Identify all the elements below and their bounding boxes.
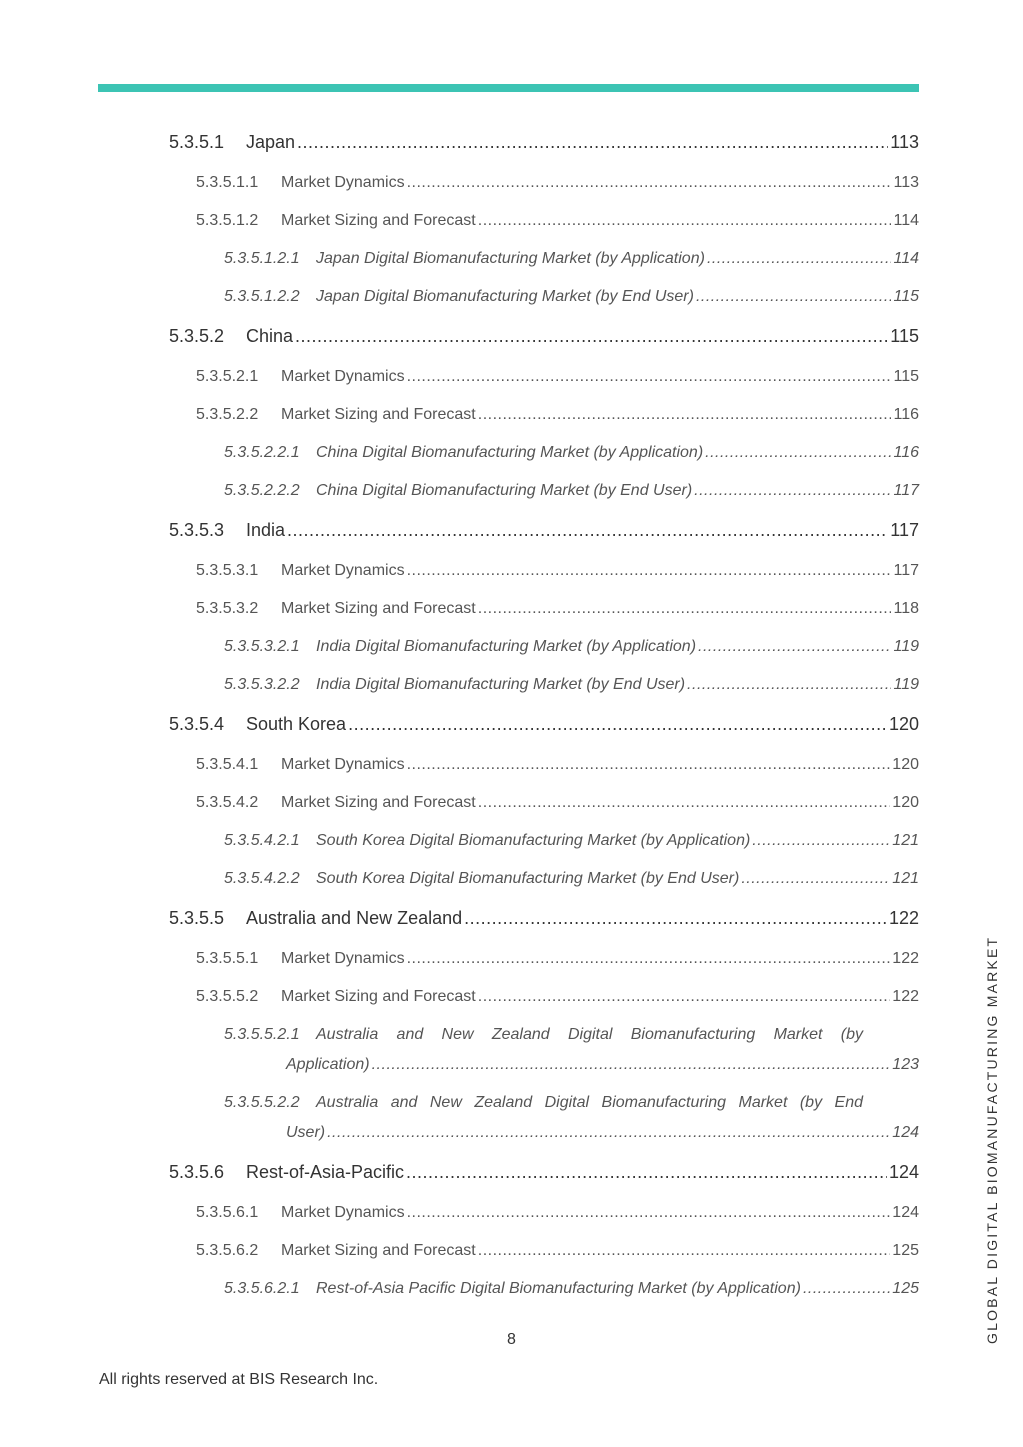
toc-title: Rest-of-Asia-Pacific (246, 1162, 405, 1182)
toc-title: Rest-of-Asia Pacific Digital Biomanufacturing Market (by Application) (316, 1280, 801, 1297)
toc-entry-china[interactable] (169, 326, 919, 347)
toc-entry[interactable] (224, 638, 919, 656)
toc-leader-dots (478, 600, 892, 618)
toc-entry[interactable] (224, 288, 919, 306)
toc-number: 5.3.5.6 (169, 1162, 225, 1182)
toc-number: 5.3.5.4.2.1 (224, 832, 300, 849)
toc-page: 121 (892, 870, 919, 887)
toc-title: User) (286, 1124, 326, 1141)
toc-page: 125 (892, 1280, 919, 1297)
toc-page: 122 (892, 950, 919, 967)
toc-number: 5.3.5.3.1 (196, 562, 259, 579)
toc-number: 5.3.5.1 (169, 132, 225, 152)
toc-entry[interactable] (224, 832, 919, 850)
toc-page: 117 (893, 482, 919, 499)
toc-number: 5.3.5.1.1 (196, 174, 259, 191)
toc-page: 124 (888, 1162, 919, 1182)
toc-page: 116 (893, 406, 919, 423)
toc-page: 119 (893, 676, 919, 693)
toc-page: 115 (890, 326, 919, 346)
toc-number: 5.3.5.5.2 (196, 988, 259, 1005)
toc-number: 5.3.5.5.2.2 (224, 1094, 300, 1111)
toc-entry[interactable] (196, 174, 919, 192)
toc-title: China Digital Biomanufacturing Market (by Application) (316, 444, 704, 461)
toc-leader-dots (327, 1124, 890, 1142)
toc-leader-dots (696, 288, 892, 306)
toc-page: 116 (893, 444, 919, 461)
toc-number: 5.3.5.1.2.1 (224, 250, 300, 267)
toc-title: Application) (286, 1056, 370, 1073)
toc-entry-wrapped-line1[interactable] (224, 1026, 863, 1044)
toc-page: 121 (892, 832, 919, 849)
toc-entry-south-korea[interactable] (169, 714, 919, 735)
toc-leader-dots (407, 174, 892, 192)
toc-title: Market Sizing and Forecast (281, 406, 476, 423)
toc-title: Market Dynamics (281, 1204, 405, 1221)
toc-leader-dots (407, 1204, 891, 1222)
toc-number: 5.3.5.3.2 (196, 600, 259, 617)
toc-number: 5.3.5.6.2 (196, 1242, 259, 1259)
toc-title: Market Dynamics (281, 756, 405, 773)
toc-leader-dots (287, 520, 888, 541)
toc-page: 120 (892, 756, 919, 773)
toc-title: India (246, 520, 286, 540)
toc-leader-dots (478, 794, 891, 812)
toc-title: Market Dynamics (281, 562, 405, 579)
toc-leader-dots (297, 132, 888, 153)
toc-title: India Digital Biomanufacturing Market (by End User) (316, 676, 686, 693)
toc-number: 5.3.5.3.2.2 (224, 676, 300, 693)
toc-number: 5.3.5.4.2.2 (224, 870, 300, 887)
toc-title: South Korea (246, 714, 347, 734)
toc-page: 117 (890, 520, 919, 540)
toc-leader-dots (687, 676, 891, 694)
toc-leader-dots (752, 832, 890, 850)
toc-entry[interactable] (196, 756, 919, 774)
toc-leader-dots (803, 1280, 890, 1298)
toc-number: 5.3.5.3.2.1 (224, 638, 300, 655)
toc-entry[interactable] (224, 444, 919, 462)
toc-title: Market Sizing and Forecast (281, 600, 476, 617)
toc-leader-dots (407, 368, 892, 386)
toc-leader-dots (372, 1056, 891, 1074)
toc-entry-rest-of-apac[interactable] (169, 1162, 919, 1183)
toc-number: 5.3.5.1.2.2 (224, 288, 300, 305)
toc-leader-dots (707, 250, 892, 268)
toc-leader-dots (698, 638, 891, 656)
toc-entry[interactable] (196, 950, 919, 968)
toc-title: Japan Digital Biomanufacturing Market (by End User) (316, 288, 694, 305)
toc-page: 114 (893, 250, 919, 267)
toc-leader-dots (407, 562, 892, 580)
toc-entry[interactable] (224, 870, 919, 888)
toc-page: 118 (893, 600, 919, 617)
toc-number: 5.3.5.4.2 (196, 794, 259, 811)
toc-entry[interactable] (224, 1280, 919, 1298)
footer-copyright: All rights reserved at BIS Research Inc. (99, 1371, 379, 1388)
toc-entry[interactable] (196, 988, 919, 1006)
toc-number: 5.3.5.3 (169, 520, 225, 540)
toc-number: 5.3.5.5.2.1 (224, 1026, 300, 1043)
toc-leader-dots (478, 212, 892, 230)
toc-page: 115 (893, 368, 919, 385)
toc-entry-japan[interactable] (169, 132, 919, 153)
toc-title: South Korea Digital Biomanufacturing Market (by Application) (316, 832, 751, 849)
toc-leader-dots (478, 1242, 891, 1260)
toc-entry[interactable] (196, 406, 919, 424)
toc-number: 5.3.5.2.2 (196, 406, 259, 423)
toc-leader-dots (406, 1162, 887, 1183)
toc-number: 5.3.5.2.2.1 (224, 444, 300, 461)
toc-page: 120 (888, 714, 919, 734)
toc-entry[interactable] (224, 250, 919, 268)
toc-title: Market Sizing and Forecast (281, 212, 476, 229)
toc-number: 5.3.5.5 (169, 908, 225, 928)
toc-number: 5.3.5.2 (169, 326, 225, 346)
toc-leader-dots (705, 444, 891, 462)
toc-page: 117 (893, 562, 919, 579)
toc-title: Market Sizing and Forecast (281, 794, 476, 811)
header-accent-bar (98, 84, 919, 92)
toc-entry[interactable] (196, 212, 919, 230)
toc-entry[interactable] (196, 368, 919, 386)
toc-entry[interactable] (224, 676, 919, 694)
toc-entry[interactable] (196, 794, 919, 812)
toc-leader-dots (694, 482, 891, 500)
toc-page: 122 (888, 908, 919, 928)
toc-leader-dots (295, 326, 888, 347)
toc-page: 125 (892, 1242, 919, 1259)
toc-leader-dots (478, 988, 891, 1006)
toc-title: Japan Digital Biomanufacturing Market (by Application) (316, 250, 705, 267)
toc-leader-dots (407, 756, 891, 774)
toc-number: 5.3.5.2.1 (196, 368, 259, 385)
toc-title: Australia and New Zealand Digital Biomanufacturing Market (by (316, 1026, 863, 1043)
toc-entry[interactable] (196, 600, 919, 618)
toc-title: Australia and New Zealand (246, 908, 463, 928)
toc-entry[interactable] (224, 482, 919, 500)
toc-title: China Digital Biomanufacturing Market (by End User) (316, 482, 693, 499)
toc-entry-wrapped-line2[interactable] (286, 1124, 919, 1142)
toc-page: 124 (892, 1204, 919, 1221)
toc-title: Market Sizing and Forecast (281, 1242, 476, 1259)
toc-title: China (246, 326, 294, 346)
toc-page: 124 (892, 1124, 919, 1141)
toc-number: 5.3.5.6.2.1 (224, 1280, 300, 1297)
toc-title: India Digital Biomanufacturing Market (by Application) (316, 638, 697, 655)
toc-page: 122 (892, 988, 919, 1005)
toc-entry[interactable] (196, 562, 919, 580)
toc-title: Japan (246, 132, 296, 152)
toc-entry[interactable] (196, 1242, 919, 1260)
page-number: 8 (507, 1331, 516, 1348)
toc-title: Market Dynamics (281, 174, 405, 191)
toc-page: 114 (893, 212, 919, 229)
toc-page: 119 (893, 638, 919, 655)
toc-leader-dots (478, 406, 892, 424)
toc-title: Market Dynamics (281, 950, 405, 967)
toc-number: 5.3.5.6.1 (196, 1204, 259, 1221)
toc-number: 5.3.5.2.2.2 (224, 482, 300, 499)
toc-leader-dots (464, 908, 887, 929)
toc-leader-dots (348, 714, 887, 735)
toc-title: Market Dynamics (281, 368, 405, 385)
toc-entry-wrapped-line1[interactable] (224, 1094, 863, 1112)
toc-page: 115 (893, 288, 919, 305)
toc-number: 5.3.5.5.1 (196, 950, 259, 967)
toc-page: 113 (893, 174, 919, 191)
toc-entry-india[interactable] (169, 520, 919, 541)
toc-leader-dots (741, 870, 890, 888)
toc-title: Australia and New Zealand Digital Biomanufacturing Market (by End (316, 1094, 863, 1111)
toc-entry[interactable] (196, 1204, 919, 1222)
side-running-title: GLOBAL DIGITAL BIOMANUFACTURING MARKET (984, 935, 1000, 1344)
toc-leader-dots (407, 950, 891, 968)
toc-title: South Korea Digital Biomanufacturing Market (by End User) (316, 870, 740, 887)
toc-page: 123 (892, 1056, 919, 1073)
toc-number: 5.3.5.4.1 (196, 756, 259, 773)
toc-number: 5.3.5.1.2 (196, 212, 259, 229)
toc-entry-wrapped-line2[interactable] (286, 1056, 919, 1074)
toc-page: 120 (892, 794, 919, 811)
toc-entry-australia-nz[interactable] (169, 908, 919, 929)
toc-title: Market Sizing and Forecast (281, 988, 476, 1005)
toc-page: 113 (890, 132, 919, 152)
toc-number: 5.3.5.4 (169, 714, 225, 734)
